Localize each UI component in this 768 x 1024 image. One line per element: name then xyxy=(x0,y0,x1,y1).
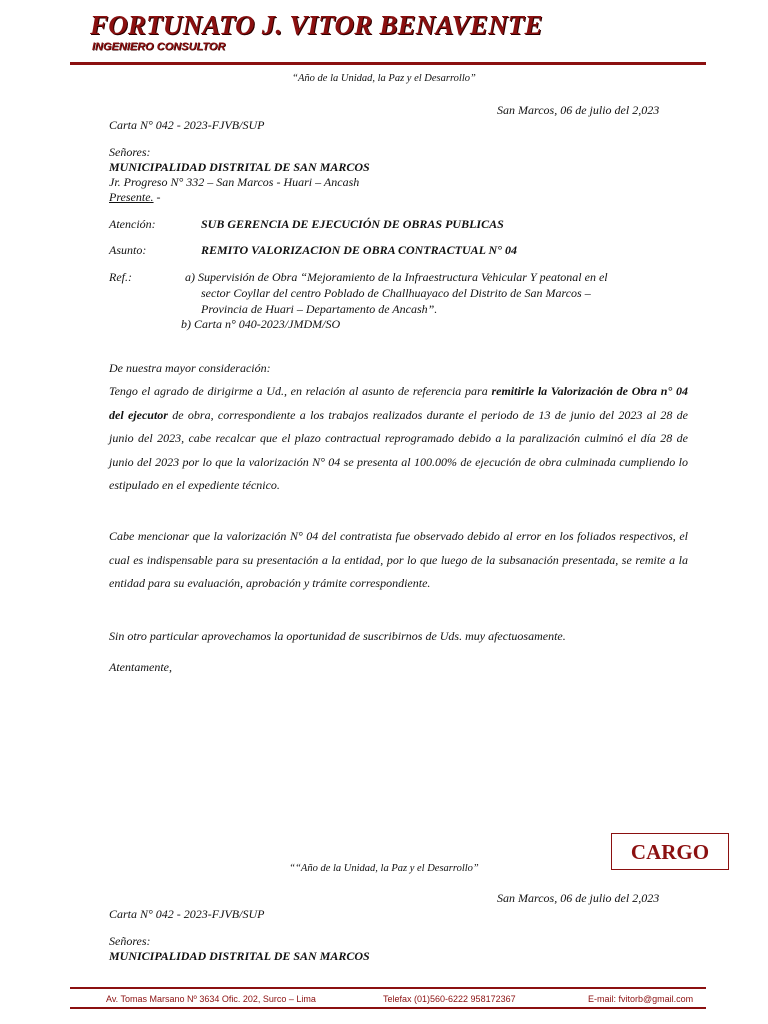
asunto-label: Asunto: xyxy=(109,243,147,257)
motto-top: “Año de la Unidad, la Paz y el Desarrollo” xyxy=(292,73,476,84)
ref-label: Ref.: xyxy=(109,270,132,284)
cargo-stamp-text: CARGO xyxy=(630,840,710,864)
salutation-copy: Señores: xyxy=(109,934,151,948)
recipient-presente xyxy=(109,190,161,205)
letterhead-name: FORTUNATO J. VITOR BENAVENTE xyxy=(90,10,543,40)
p1-bold: remitirle la Valorización de Obra n° 04 del ejecutor xyxy=(109,384,688,422)
footer-divider-top xyxy=(70,987,706,989)
footer-address: Av. Tomas Marsano Nº 3634 Ofic. 202, Surco – Lima xyxy=(106,994,316,1004)
atencion-value: SUB GERENCIA DE EJECUCIÓN DE OBRAS PUBLICAS xyxy=(201,217,504,231)
motto-bottom: ““Año de la Unidad, la Paz y el Desarrollo” xyxy=(289,863,479,874)
greeting: De nuestra mayor consideración: xyxy=(109,361,271,375)
atencion-label: Atención: xyxy=(109,217,156,231)
p1-part2: de obra, correspondiente a los trabajos realizados durante el periodo de 13 de junio del 2023 al 28 de junio del 2023, cabe recalcar que el plazo contractual reprogramado debido a la paralización culminó el día 28 de junio del 2023 por lo que la valorización N° 04 se presenta al 100.00% de ejecución de obra culminada cumpliendo lo estipulado en el expediente técnico. xyxy=(109,407,688,493)
letterhead-subtitle: INGENIERO CONSULTOR xyxy=(92,41,226,53)
salutation-label: Señores: xyxy=(109,145,151,159)
body-paragraph-2: Cabe mencionar que la valorización N° 04 del contratista fue observado debido al error en los foliados respectivos, el cual es indispensable para su presentación a la entidad, por lo que luego de la subsanación presentada, se remite a la entidad para su evaluación, aprobación y trámite correspondiente. xyxy=(109,529,688,591)
letter-date: San Marcos, 06 de julio del 2,023 xyxy=(497,103,660,117)
asunto-value: REMITO VALORIZACION DE OBRA CONTRACTUAL N° 04 xyxy=(201,243,517,257)
recipient-name-copy: MUNICIPALIDAD DISTRITAL DE SAN MARCOS xyxy=(109,949,370,963)
presente-text: Presente. xyxy=(109,190,154,204)
closing: Atentamente, xyxy=(109,660,172,674)
letter-number-copy: Carta N° 042 - 2023-FJVB/SUP xyxy=(109,907,265,921)
presente-suffix: - xyxy=(153,190,161,204)
recipient-address: Jr. Progreso N° 332 – San Marcos - Huari – Ancash xyxy=(109,175,360,189)
recipient-name: MUNICIPALIDAD DISTRITAL DE SAN MARCOS xyxy=(109,160,370,174)
footer-divider-bottom xyxy=(70,1007,706,1009)
ref-a-line2: sector Coyllar del centro Poblado de Challhuayaco del Distrito de San Marcos – xyxy=(201,286,591,300)
ref-b: b) Carta n° 040-2023/JMDM/SO xyxy=(181,317,341,331)
letter-number: Carta N° 042 - 2023-FJVB/SUP xyxy=(109,118,265,132)
header-divider xyxy=(70,62,706,65)
body-paragraph-1 xyxy=(109,380,688,498)
ref-a-line1: a) Supervisión de Obra “Mejoramiento de la Infraestructura Vehicular Y peatonal en el xyxy=(185,270,608,284)
body-paragraph-3: Sin otro particular aprovechamos la oportunidad de suscribirnos de Uds. muy afectuosamente. xyxy=(109,629,566,643)
ref-a-line3: Provincia de Huari – Departamento de Ancash”. xyxy=(201,302,438,316)
footer-phone: Telefax (01)560-6222 958172367 xyxy=(383,994,516,1004)
letter-date-copy: San Marcos, 06 de julio del 2,023 xyxy=(497,891,660,905)
footer-email: E-mail: fvitorb@gmail.com xyxy=(588,994,694,1004)
p1-part1: Tengo el agrado de dirigirme a Ud., en relación al asunto de referencia para xyxy=(109,384,492,398)
